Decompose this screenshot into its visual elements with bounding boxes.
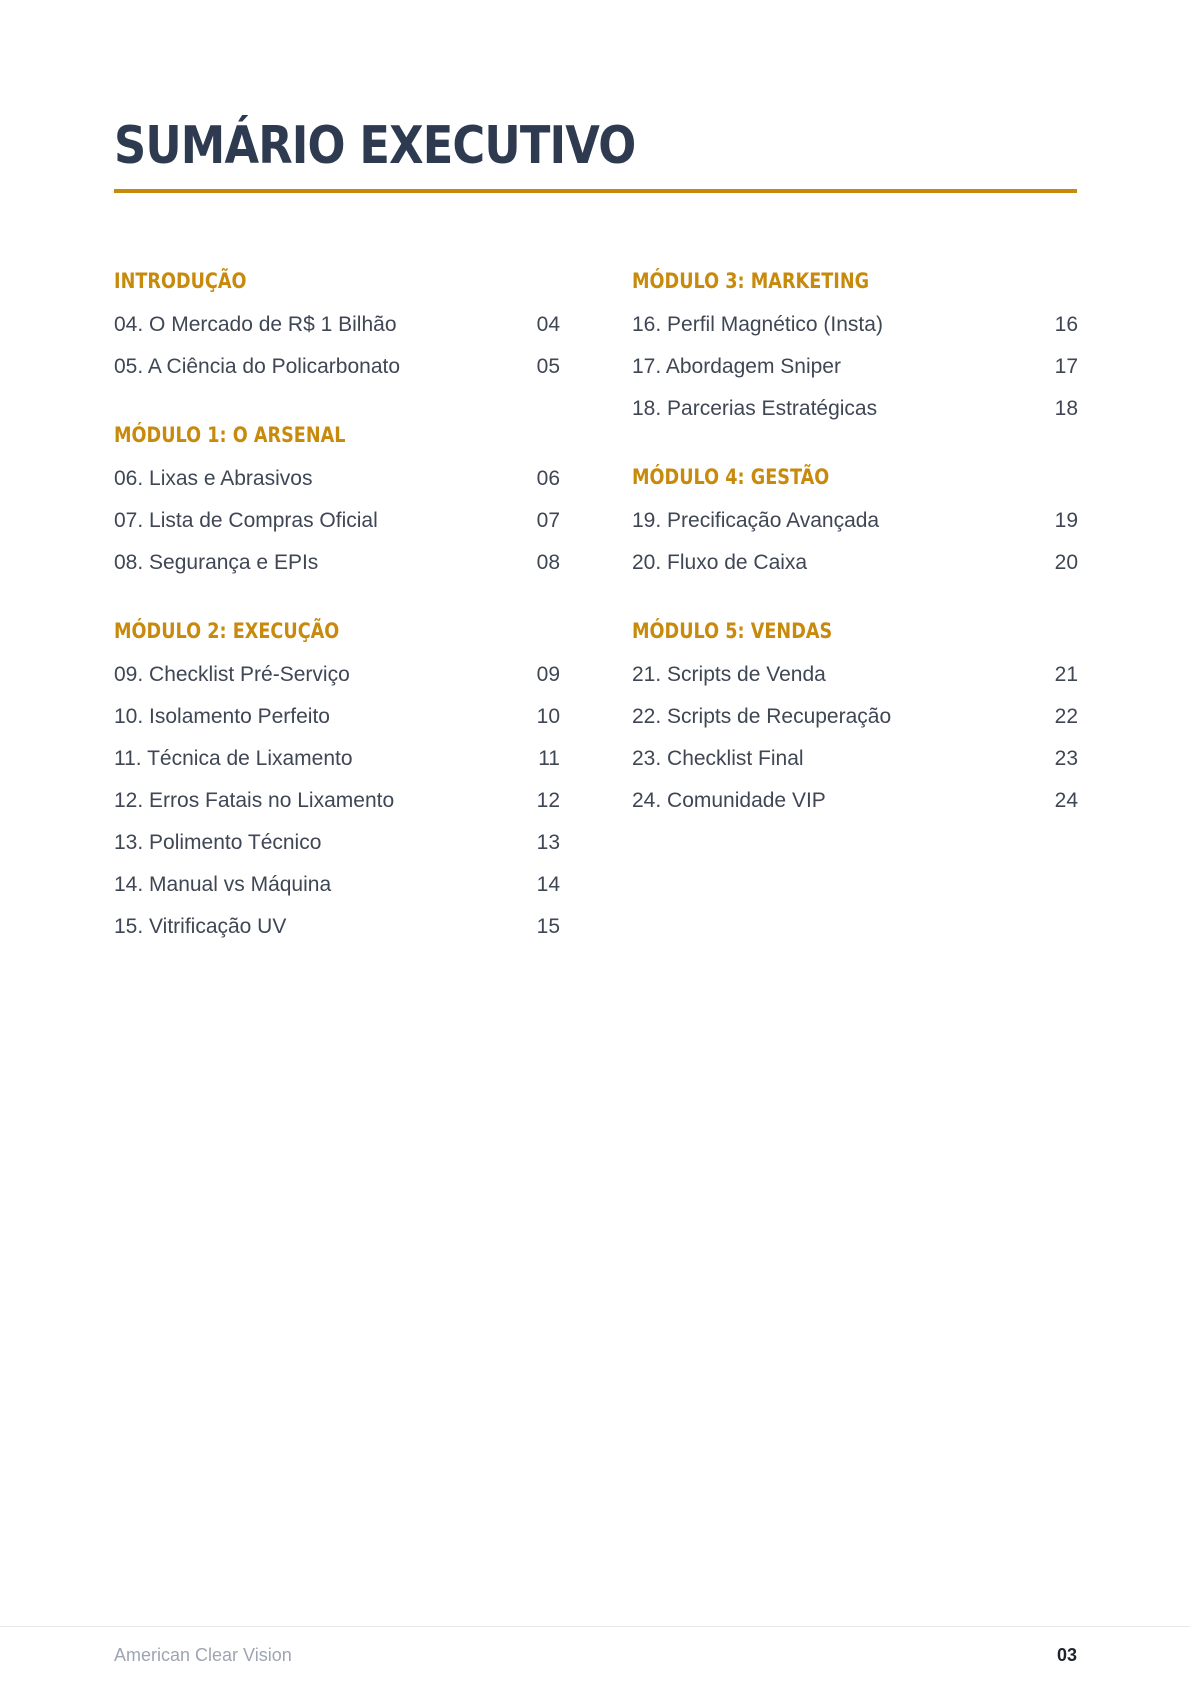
footer-brand: American Clear Vision [114,1645,292,1665]
toc-entry[interactable] [114,458,560,500]
toc-entry-label: 07. Lista de Compras Oficial [114,509,378,532]
toc-entry-page: 08 [536,551,560,574]
section-heading: MÓDULO 2: EXECUÇÃO [114,619,340,643]
toc-entry-page: 17 [1054,355,1078,378]
toc-entry[interactable] [114,542,560,584]
toc-column-right [632,258,1078,846]
toc-entry-page: 20 [1054,551,1078,574]
toc-entry[interactable] [114,822,560,864]
footer-divider [0,1626,1190,1627]
toc-entry[interactable] [114,780,560,822]
toc-column-left [114,258,560,972]
toc-section [632,454,1078,584]
toc-entry-page: 06 [536,467,560,490]
toc-entry[interactable] [114,304,560,346]
toc-entry-label: 05. A Ciência do Policarbonato [114,355,401,378]
toc-entry[interactable] [114,346,560,388]
toc-entry-label: 21. Scripts de Venda [632,663,826,686]
toc-entry[interactable] [632,304,1078,346]
toc-entry-label: 06. Lixas e Abrasivos [114,467,313,490]
toc-entry-page: 14 [536,873,560,896]
toc-entry-label: 11. Técnica de Lixamento [114,747,353,770]
toc-entry-label: 09. Checklist Pré-Serviço [114,663,350,686]
section-heading: MÓDULO 4: GESTÃO [632,465,830,489]
toc-entry-label: 15. Vitrificação UV [114,915,287,938]
toc-entry-page: 09 [536,663,560,686]
toc-entry[interactable] [114,500,560,542]
footer-page-number: 03 [1056,1645,1077,1665]
toc-entry[interactable] [114,906,560,948]
toc-entry[interactable] [114,738,560,780]
toc-entry[interactable] [632,696,1078,738]
toc-entry[interactable] [114,864,560,906]
toc-entry-page: 13 [536,831,560,854]
toc-entry-page: 18 [1054,397,1078,420]
toc-section [632,258,1078,430]
toc-entry-label: 24. Comunidade VIP [632,789,826,812]
toc-entry-page: 16 [1054,313,1078,336]
toc-section [632,608,1078,822]
section-heading: MÓDULO 3: MARKETING [632,269,870,293]
toc-entry-label: 23. Checklist Final [632,747,804,770]
toc-entry[interactable] [632,654,1078,696]
toc-entry-label: 14. Manual vs Máquina [114,873,332,896]
toc-entry-page: 24 [1054,789,1078,812]
toc-section [114,608,560,948]
toc-entry[interactable] [632,542,1078,584]
toc-entry-page: 12 [536,789,560,812]
section-heading: MÓDULO 5: VENDAS [632,619,833,643]
section-heading: MÓDULO 1: O ARSENAL [114,423,346,447]
toc-entry-label: 04. O Mercado de R$ 1 Bilhão [114,313,397,336]
toc-section [114,258,560,388]
title-divider [114,189,1077,193]
toc-section [114,412,560,584]
toc-entry-page: 10 [536,705,560,728]
toc-entry[interactable] [632,500,1078,542]
toc-entry-page: 04 [536,313,560,336]
toc-entry-label: 22. Scripts de Recuperação [632,705,892,728]
toc-entry-page: 07 [536,509,560,532]
toc-entry-label: 08. Segurança e EPIs [114,551,319,574]
section-heading: INTRODUÇÃO [114,269,247,293]
toc-entry-page: 22 [1054,705,1078,728]
toc-entry-label: 16. Perfil Magnético (Insta) [632,313,883,336]
toc-entry-page: 05 [536,355,560,378]
toc-entry[interactable] [114,696,560,738]
toc-entry-page: 19 [1054,509,1078,532]
toc-entry-label: 10. Isolamento Perfeito [114,705,330,728]
toc-entry-label: 13. Polimento Técnico [114,831,322,854]
toc-entry-page: 23 [1054,747,1078,770]
toc-entry[interactable] [632,388,1078,430]
toc-entry-page: 11 [538,747,560,770]
toc-entry-label: 18. Parcerias Estratégicas [632,397,878,420]
toc-entry-label: 20. Fluxo de Caixa [632,551,808,574]
toc-entry-page: 15 [536,915,560,938]
toc-entry-page: 21 [1054,663,1078,686]
toc-entry[interactable] [114,654,560,696]
toc-entry[interactable] [632,738,1078,780]
toc-entry-label: 19. Precificação Avançada [632,509,880,532]
toc-entry-label: 17. Abordagem Sniper [632,355,841,378]
toc-entry[interactable] [632,346,1078,388]
toc-entry[interactable] [632,780,1078,822]
toc-entry-label: 12. Erros Fatais no Lixamento [114,789,395,812]
page-title: SUMÁRIO EXECUTIVO [114,116,636,176]
